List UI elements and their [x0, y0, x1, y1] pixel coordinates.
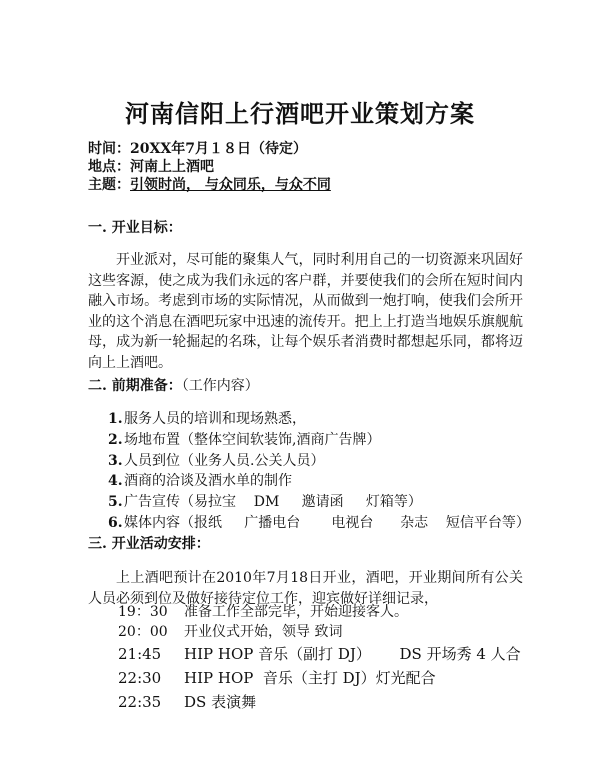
list-item: 3.人员到位（业务人员.公关人员）: [108, 452, 325, 469]
list-item: 6.媒体内容（报纸 广播电台 电视台 杂志 短信平台等）: [108, 514, 530, 531]
section2-heading-note: （工作内容）: [181, 378, 259, 394]
schedule-row: 20：00 开业仪式开始，领导 致词: [118, 624, 343, 640]
schedule-row: 21:45 HIP HOP 音乐（副打 DJ） DS 开场秀 4 人合: [118, 645, 521, 663]
list-item: 2.场地布置（整体空间软装饰,酒商广告牌）: [108, 431, 381, 448]
list-item: 1.服务人员的培训和现场熟悉，: [108, 411, 306, 427]
section2-heading-text: 二. 前期准备：: [88, 378, 182, 394]
section3-heading: 三. 开业活动安排：: [88, 536, 210, 552]
section3-paragraph: 上上酒吧预计在2010年7月18日开业，酒吧，开业期间所有公关人员必须到位及做好接待定位工作，迎宾做好详细记录，: [88, 570, 523, 607]
meta-place-label: 地点：: [88, 159, 130, 175]
meta-time-label: 时间：: [88, 141, 130, 157]
meta-theme-label: 主题：: [88, 177, 130, 193]
meta-theme: [88, 176, 331, 194]
prep-list: [108, 409, 530, 534]
list-item: 5.广告宣传（易拉宝 DM 邀请函 灯箱等）: [108, 494, 422, 511]
meta-time-value: 20XX年7月１８日（待定）: [130, 141, 307, 157]
meta-place-value: 河南上上酒吧: [130, 159, 214, 175]
schedule-row: 22:35 DS 表演舞: [118, 693, 257, 711]
schedule-row: 19：30 准备工作全部完毕，开始迎接客人。: [118, 604, 408, 620]
document-title: 河南信阳上行酒吧开业策划方案: [125, 99, 475, 128]
schedule-row: 22:30 HIP HOP 音乐（主打 DJ）灯光配合: [118, 669, 436, 687]
schedule-list: [118, 602, 521, 714]
section1-heading: 一. 开业目标：: [88, 220, 182, 236]
meta-place: [88, 158, 214, 176]
meta-theme-value: 引领时尚， 与众同乐，与众不同: [130, 177, 331, 193]
meta-time: [88, 140, 307, 158]
list-item: 4.酒商的洽谈及酒水单的制作: [108, 473, 292, 490]
section2-heading: [88, 376, 259, 396]
section1-paragraph: 开业派对，尽可能的聚集人气，同时利用自己的一切资源来巩固好这些客源，使之成为我们永远的客户群，并要使我们的会所在短时间内融入市场。考虑到市场的实际情况，从而做到一炮打响，使我们会所开业的这个消息在酒吧玩家中迅速的流传开。把上上打造当地娱乐旗舰航母，成为新一轮掘起的名珠，让每个娱乐者消费时都想起乐同，都将迈向上上酒吧。: [88, 252, 523, 371]
